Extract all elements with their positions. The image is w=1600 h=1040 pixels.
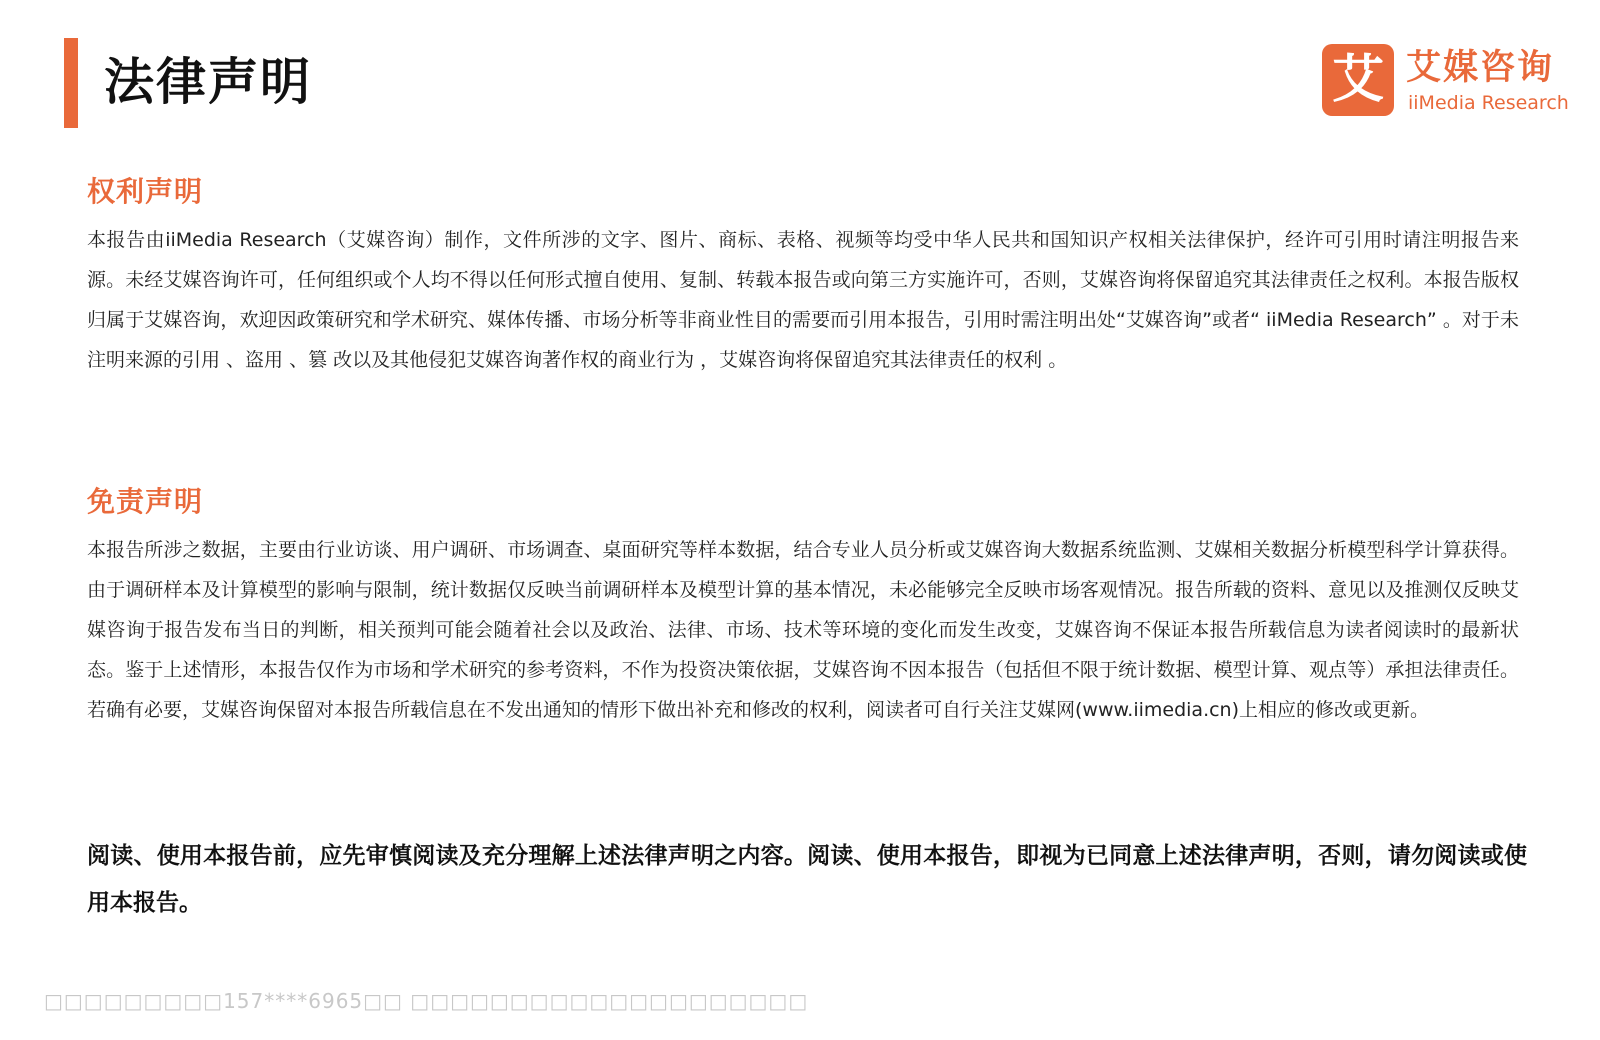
disclaimer-section	[87, 482, 1519, 730]
page-title: 法律声明	[104, 53, 312, 111]
final-notice: 阅读、使用本报告前，应先审慎阅读及充分理解上述法律声明之内容。阅读、使用本报告，即视为已同意上述法律声明，否则，请勿阅读或使用本报告。	[87, 843, 1527, 916]
rights-body: 本报告由iiMedia Research（艾媒咨询）制作，文件所涉的文字、图片、商标、表格、视频等均受中华人民共和国知识产权相关法律保护，经许可引用时请注明报告来源。未经艾媒咨询许可，任何组织或个人均不得以任何形式擅自使用、复制、转载本报告或向第三方实施许可，否则，艾媒咨询将保留追究其法律责任之权利。本报告版权归属于艾媒咨询，欢迎因政策研究和学术研究、媒体传播、市场分析等非商业性目的需要而引用本报告，引用时需注明出处“艾媒咨询”或者“ iiMedia Research” 。对于未注明来源的引用 、盗用 、篡 改以及其他侵犯艾媒咨询著作权的商业行为 ，艾媒咨询将保留追究其法律责任的权利 。	[87, 229, 1519, 371]
brand-logo	[1322, 44, 1572, 118]
title-accent-bar	[64, 38, 78, 128]
logo-mark-icon: 艾	[1322, 44, 1394, 116]
disclaimer-body: 本报告所涉之数据，主要由行业访谈、用户调研、市场调查、桌面研究等样本数据，结合专业人员分析或艾媒咨询大数据系统监测、艾媒相关数据分析模型科学计算获得。由于调研样本及计算模型的影响与限制，统计数据仅反映当前调研样本及模型计算的基本情况，未必能够完全反映市场客观情况。报告所载的资料、意见以及推测仅反映艾媒咨询于报告发布当日的判断，相关预判可能会随着社会以及政治、法律、市场、技术等环境的变化而发生改变，艾媒咨询不保证本报告所载信息为读者阅读时的最新状态。鉴于上述情形，本报告仅作为市场和学术研究的参考资料，不作为投资决策依据，艾媒咨询不因本报告（包括但不限于统计数据、模型计算、观点等）承担法律责任。若确有必要，艾媒咨询保留对本报告所载信息在不发出通知的情形下做出补充和修改的权利，阅读者可自行关注艾媒网(www.iimedia.cn)上相应的修改或更新。	[87, 539, 1519, 721]
rights-heading: 权利声明	[87, 175, 204, 208]
footer-watermark: □□□□□□□□□157****6965□□ □□□□□□□□□□□□□□□□□□□□	[44, 989, 809, 1013]
logo-english-name: iiMedia Research	[1408, 92, 1569, 114]
logo-chinese-name: 艾媒咨询	[1406, 48, 1555, 88]
disclaimer-heading: 免责声明	[87, 485, 204, 518]
rights-section	[87, 172, 1519, 380]
